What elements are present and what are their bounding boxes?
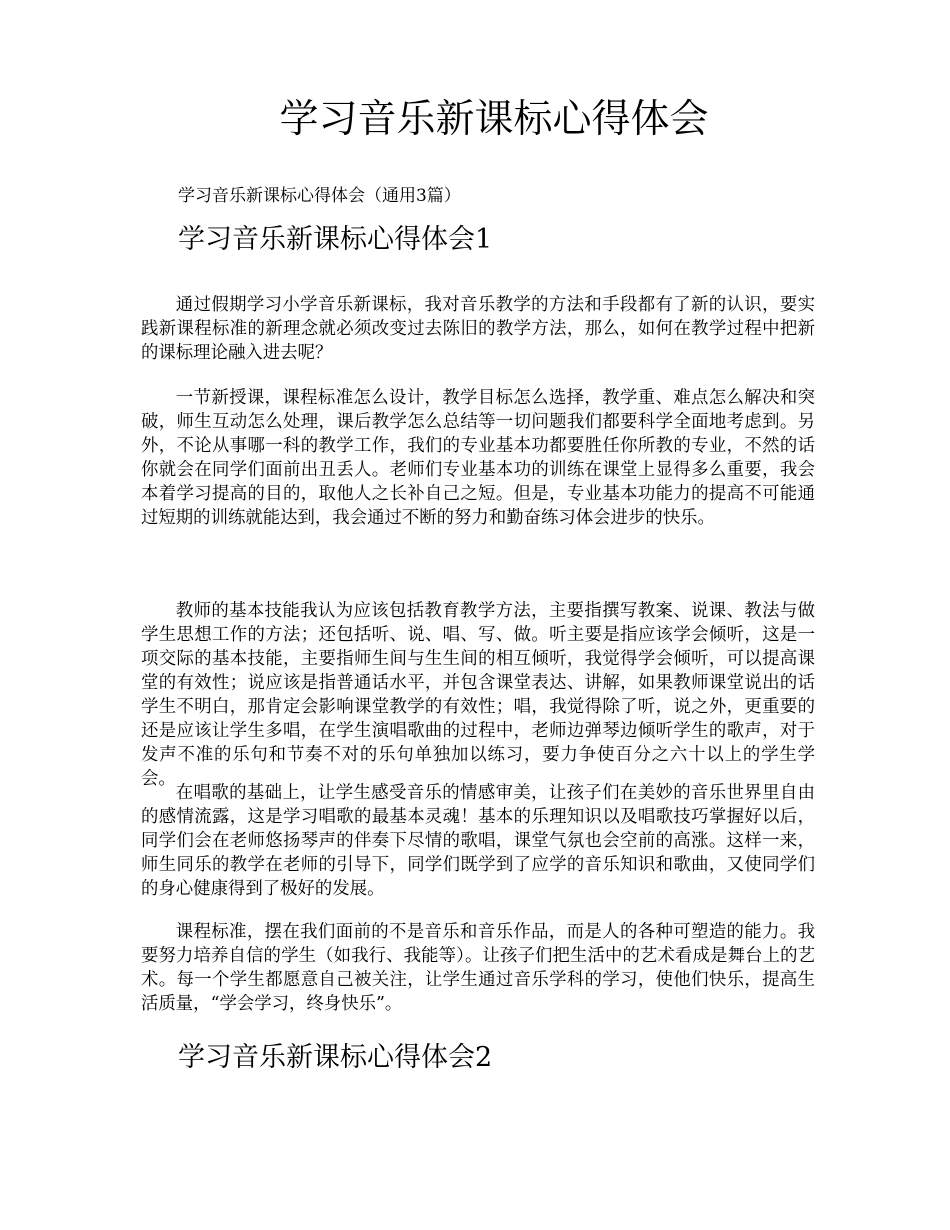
paragraph: 教师的基本技能我认为应该包括教育教学方法，主要指撰写教案、说课、教法与做学生思想工作的方法；还包括听、说、唱、写、做。听主要是指应该学会倾听，这是一项交际的基本技能，主要指师生间与生生间的相互倾听，我觉得学会倾听，可以提高课堂的有效性；说应该是指普通话水平，并包含课堂表达、讲解，如果教师课堂说出的话学生不明白，那肯定会影响课堂教学的有效性；唱，我觉得除了听，说之外，更重要的还是应该让学生多唱，在学生演唱歌曲的过程中，老师边弹琴边倾听学生的歌声，对于发声不准的乐句和节奏不对的乐句单独加以练习，要力争使百分之六十以上的学生学会。 [141, 601, 815, 789]
paragraph: 通过假期学习小学音乐新课标，我对音乐教学的方法和手段都有了新的认识，要实践新课程标准的新理念就必须改变过去陈旧的教学方法，那么，如何在教学过程中把新的课标理论融入进去呢？ [141, 295, 815, 363]
section-heading-2: 学习音乐新课标心得体会2 [178, 1042, 493, 1073]
section-heading-1: 学习音乐新课标心得体会1 [178, 224, 493, 255]
paragraph: 课程标准，摆在我们面前的不是音乐和音乐作品，而是人的各种可塑造的能力。我要努力培养自信的学生（如我行、我能等）。让孩子们把生活中的艺术看成是舞台上的艺术。每一个学生都愿意自己被关注，让学生通过音乐学科的学习，使他们快乐，提高生活质量，“学会学习，终身快乐”。 [141, 922, 815, 1014]
document-subtitle: 学习音乐新课标心得体会（通用3篇） [178, 186, 461, 206]
paragraph: 在唱歌的基础上，让学生感受音乐的情感审美，让孩子们在美妙的音乐世界里自由的感情流露，这是学习唱歌的最基本灵魂！基本的乐理知识以及唱歌技巧掌握好以后，同学们会在老师悠扬琴声的伴奏下尽情的歌唱，课堂气氛也会空前的高涨。这样一来，师生同乐的教学在老师的引导下，同学们既学到了应学的音乐知识和歌曲，又使同学们的身心健康得到了极好的发展。 [141, 783, 815, 899]
document-title: 学习音乐新课标心得体会 [279, 97, 709, 142]
paragraph: 一节新授课，课程标准怎么设计，教学目标怎么选择，教学重、难点怎么解决和突破，师生互动怎么处理，课后教学怎么总结等一切问题我们都要科学全面地考虑到。另外，不论从事哪一科的教学工作，我们的专业基本功都要胜任你所教的专业，不然的话你就会在同学们面前出丑丢人。老师们专业基本功的训练在课堂上显得多么重要，我会本着学习提高的目的，取他人之长补自己之短。但是，专业基本功能力的提高不可能通过短期的训练就能达到，我会通过不断的努力和勤奋练习体会进步的快乐。 [141, 388, 815, 528]
